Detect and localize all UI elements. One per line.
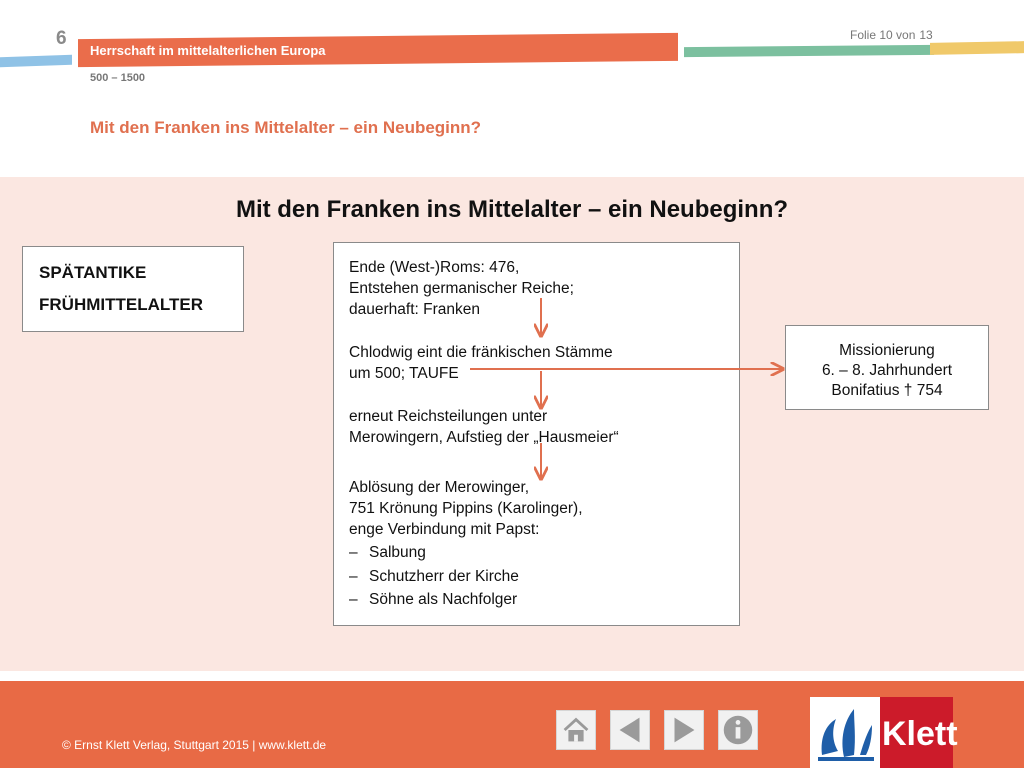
- papal-relation-list: [349, 544, 519, 615]
- copyright: © Ernst Klett Verlag, Stuttgart 2015 | www.klett.de: [62, 738, 327, 752]
- mission-box: Missionierung 6. – 8. Jahrhundert Bonifatius † 754: [785, 325, 989, 410]
- timeline-box: [333, 242, 740, 626]
- slide-counter: [850, 28, 937, 42]
- decor-stripe-blue: [0, 55, 72, 68]
- decor-stripe-green: [684, 45, 934, 57]
- slide-counter-label: Folie 10 von: [850, 28, 916, 42]
- next-icon: [665, 711, 703, 749]
- timeline-block-clovis: Chlodwig eint die fränkischen Stämme um 500; TAUFE: [349, 344, 613, 382]
- home-icon: [557, 711, 595, 749]
- klett-logo-text: Klett: [882, 715, 958, 753]
- previous-button[interactable]: [610, 710, 650, 750]
- klett-emblem-icon: [810, 697, 880, 768]
- info-icon: [719, 711, 757, 749]
- slide-subtitle: Mit den Franken ins Mittelalter – ein Neubeginn?: [90, 118, 482, 137]
- slide-title: Mit den Franken ins Mittelalter – ein Neubeginn?: [235, 196, 789, 223]
- epoch-box: [22, 246, 244, 332]
- list-item: – Schutzherr der Kirche: [349, 567, 519, 585]
- next-button[interactable]: [664, 710, 704, 750]
- list-item: – Salbung: [349, 544, 426, 561]
- epoch-early-middle-ages: FRÜHMITTELALTER: [39, 295, 203, 314]
- timeline-block-merovingians: erneut Reichsteilungen unter Merowingern, Aufstieg der „Hausmeier“: [349, 408, 619, 446]
- slide-counter-total: 13: [919, 28, 933, 42]
- list-item: – Söhne als Nachfolger: [349, 591, 518, 608]
- info-button[interactable]: [718, 710, 758, 750]
- chapter-title: Herrschaft im mittelalterlichen Europa: [90, 43, 326, 58]
- previous-icon: [611, 711, 649, 749]
- timeline-block-carolingians: Ablösung der Merowinger, 751 Krönung Pippins (Karolinger), enge Verbindung mit Papst:: [349, 479, 583, 538]
- klett-logo: [810, 697, 958, 768]
- chapter-number: 6: [56, 28, 67, 49]
- timeline-block-end-of-rome: Ende (West-)Roms: 476, Entstehen germanischer Reiche; dauerhaft: Franken: [349, 259, 574, 318]
- period-label: 500 – 1500: [90, 72, 146, 84]
- klett-logo-mark: [810, 697, 880, 768]
- epoch-late-antiquity: SPÄTANTIKE: [39, 263, 147, 282]
- home-button[interactable]: [556, 710, 596, 750]
- decor-stripe-yellow: [930, 41, 1024, 55]
